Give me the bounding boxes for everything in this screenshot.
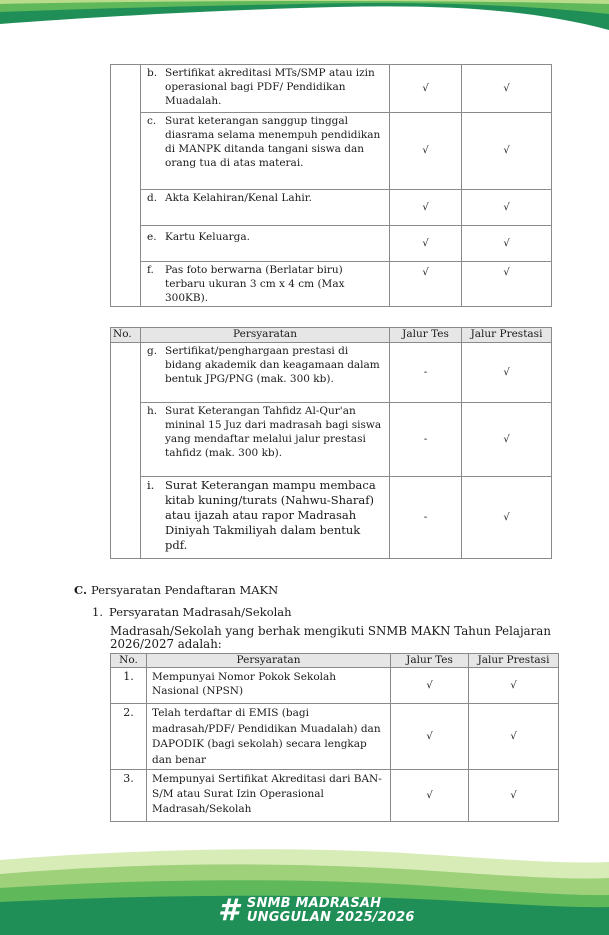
header-jalur-tes: Jalur Tes (390, 328, 462, 343)
subsection-heading (92, 605, 292, 619)
jalur-prestasi-cell: √ (462, 190, 552, 226)
table-row (111, 770, 559, 822)
row-text: Mempunyai Nomor Pokok Sekolah Nasional (NPSN) (152, 671, 337, 697)
jalur-prestasi-cell: √ (462, 113, 552, 190)
top-wave-decoration (0, 0, 609, 40)
requirements-table-prestasi (110, 327, 552, 559)
row-letter: f. (147, 264, 154, 276)
row-text: Sertifikat akreditasi MTs/SMP atau izin operasional bagi PDF/ Pendidikan Muadalah. (165, 67, 375, 107)
row-text: Kartu Keluarga. (165, 231, 250, 243)
table-row (111, 343, 552, 403)
jalur-prestasi-cell: √ (462, 403, 552, 477)
header-jalur-tes: Jalur Tes (391, 654, 469, 668)
header-persyaratan: Persyaratan (141, 328, 390, 343)
table-row (111, 668, 559, 704)
jalur-tes-cell: √ (390, 190, 462, 226)
header-no: No. (111, 328, 141, 343)
brand-line-2: UNGGULAN 2025/2026 (246, 910, 415, 925)
row-number-cell (111, 65, 141, 307)
row-number: 2. (111, 704, 147, 770)
footer-brand-logo (218, 893, 415, 928)
brand-text (247, 897, 415, 925)
table-row (111, 477, 552, 559)
table-row (111, 403, 552, 477)
header-jalur-prestasi: Jalur Prestasi (462, 328, 552, 343)
jalur-tes-cell: √ (391, 704, 469, 770)
row-letter: d. (147, 192, 158, 204)
jalur-tes-cell: √ (390, 262, 462, 307)
jalur-tes-cell: √ (391, 668, 469, 704)
row-text: Telah terdaftar di EMIS (bagi madrasah/PDF/ Pendidikan Muadalah) dan DAPODIK (bagi sekolah) secara lengkap dan benar (152, 707, 381, 766)
jalur-prestasi-cell: √ (462, 477, 552, 559)
section-c-title: Persyaratan Pendaftaran MAKN (91, 583, 279, 597)
school-requirements-table (110, 653, 559, 822)
row-text: Surat keterangan sanggup tinggal diasrama selama menempuh pendidikan di MANPK ditanda tangani siswa dan orang tua di atas materai. (165, 115, 381, 169)
row-letter: g. (147, 345, 158, 357)
section-c-heading (74, 583, 278, 597)
row-text: Akta Kelahiran/Kenal Lahir. (165, 192, 312, 204)
brand-line-1: SNMB MADRASAH (246, 896, 382, 911)
header-persyaratan: Persyaratan (147, 654, 391, 668)
jalur-tes-cell: √ (390, 226, 462, 262)
jalur-prestasi-cell: √ (469, 668, 559, 704)
header-jalur-prestasi: Jalur Prestasi (469, 654, 559, 668)
jalur-tes-cell: √ (390, 113, 462, 190)
jalur-tes-cell: - (390, 403, 462, 477)
jalur-prestasi-cell: √ (469, 704, 559, 770)
row-letter: c. (147, 115, 157, 127)
table-header-row (111, 654, 559, 668)
row-letter: h. (147, 405, 158, 417)
jalur-tes-cell: √ (390, 65, 462, 113)
table-row (111, 262, 552, 307)
header-no: No. (111, 654, 147, 668)
row-letter: b. (147, 67, 158, 79)
jalur-prestasi-cell: √ (462, 65, 552, 113)
row-text: Sertifikat/penghargaan prestasi di bidang akademik dan keagamaan dalam bentuk JPG/PNG (mak. 300 kb). (165, 345, 380, 385)
table-row (111, 226, 552, 262)
hashtag-icon: # (218, 893, 239, 928)
row-number: 1. (111, 668, 147, 704)
jalur-prestasi-cell: √ (469, 770, 559, 822)
row-letter: i. (147, 478, 155, 492)
table-row (111, 704, 559, 770)
jalur-tes-cell: √ (391, 770, 469, 822)
table-row (111, 65, 552, 113)
row-number-cell (111, 343, 141, 559)
jalur-prestasi-cell: √ (462, 262, 552, 307)
row-letter: e. (147, 231, 157, 243)
row-number: 3. (111, 770, 147, 822)
row-text: Surat Keterangan Tahfidz Al-Qur'an mininal 15 Juz dari madrasah bagi siswa yang mendaftar melalui jalur prestasi tahfidz (mak. 300 kb). (165, 405, 382, 459)
jalur-tes-cell: - (390, 477, 462, 559)
jalur-prestasi-cell: √ (462, 343, 552, 403)
section-c-label: C. (74, 583, 87, 597)
subsection-title: Persyaratan Madrasah/Sekolah (109, 605, 292, 619)
section-intro-text: Madrasah/Sekolah yang berhak mengikuti SNMB MAKN Tahun Pelajaran 2026/2027 adalah: (110, 624, 551, 651)
row-text: Mempunyai Sertifikat Akreditasi dari BAN- S/M atau Surat Izin Operasional Madrasah/Sekolah (152, 773, 382, 815)
jalur-tes-cell: - (390, 343, 462, 403)
jalur-prestasi-cell: √ (462, 226, 552, 262)
table-row (111, 113, 552, 190)
row-text: Surat Keterangan mampu membaca kitab kuning/turats (Nahwu-Sharaf) atau ijazah atau rapor Madrasah Diniyah Takmiliyah dalam bentuk pdf. (165, 478, 376, 552)
subsection-label: 1. (92, 605, 103, 619)
table-row (111, 190, 552, 226)
requirements-table-continued (110, 64, 552, 307)
table-header-row (111, 328, 552, 343)
row-text: Pas foto berwarna (Berlatar biru) terbaru ukuran 3 cm x 4 cm (Max 300KB). (165, 264, 345, 304)
